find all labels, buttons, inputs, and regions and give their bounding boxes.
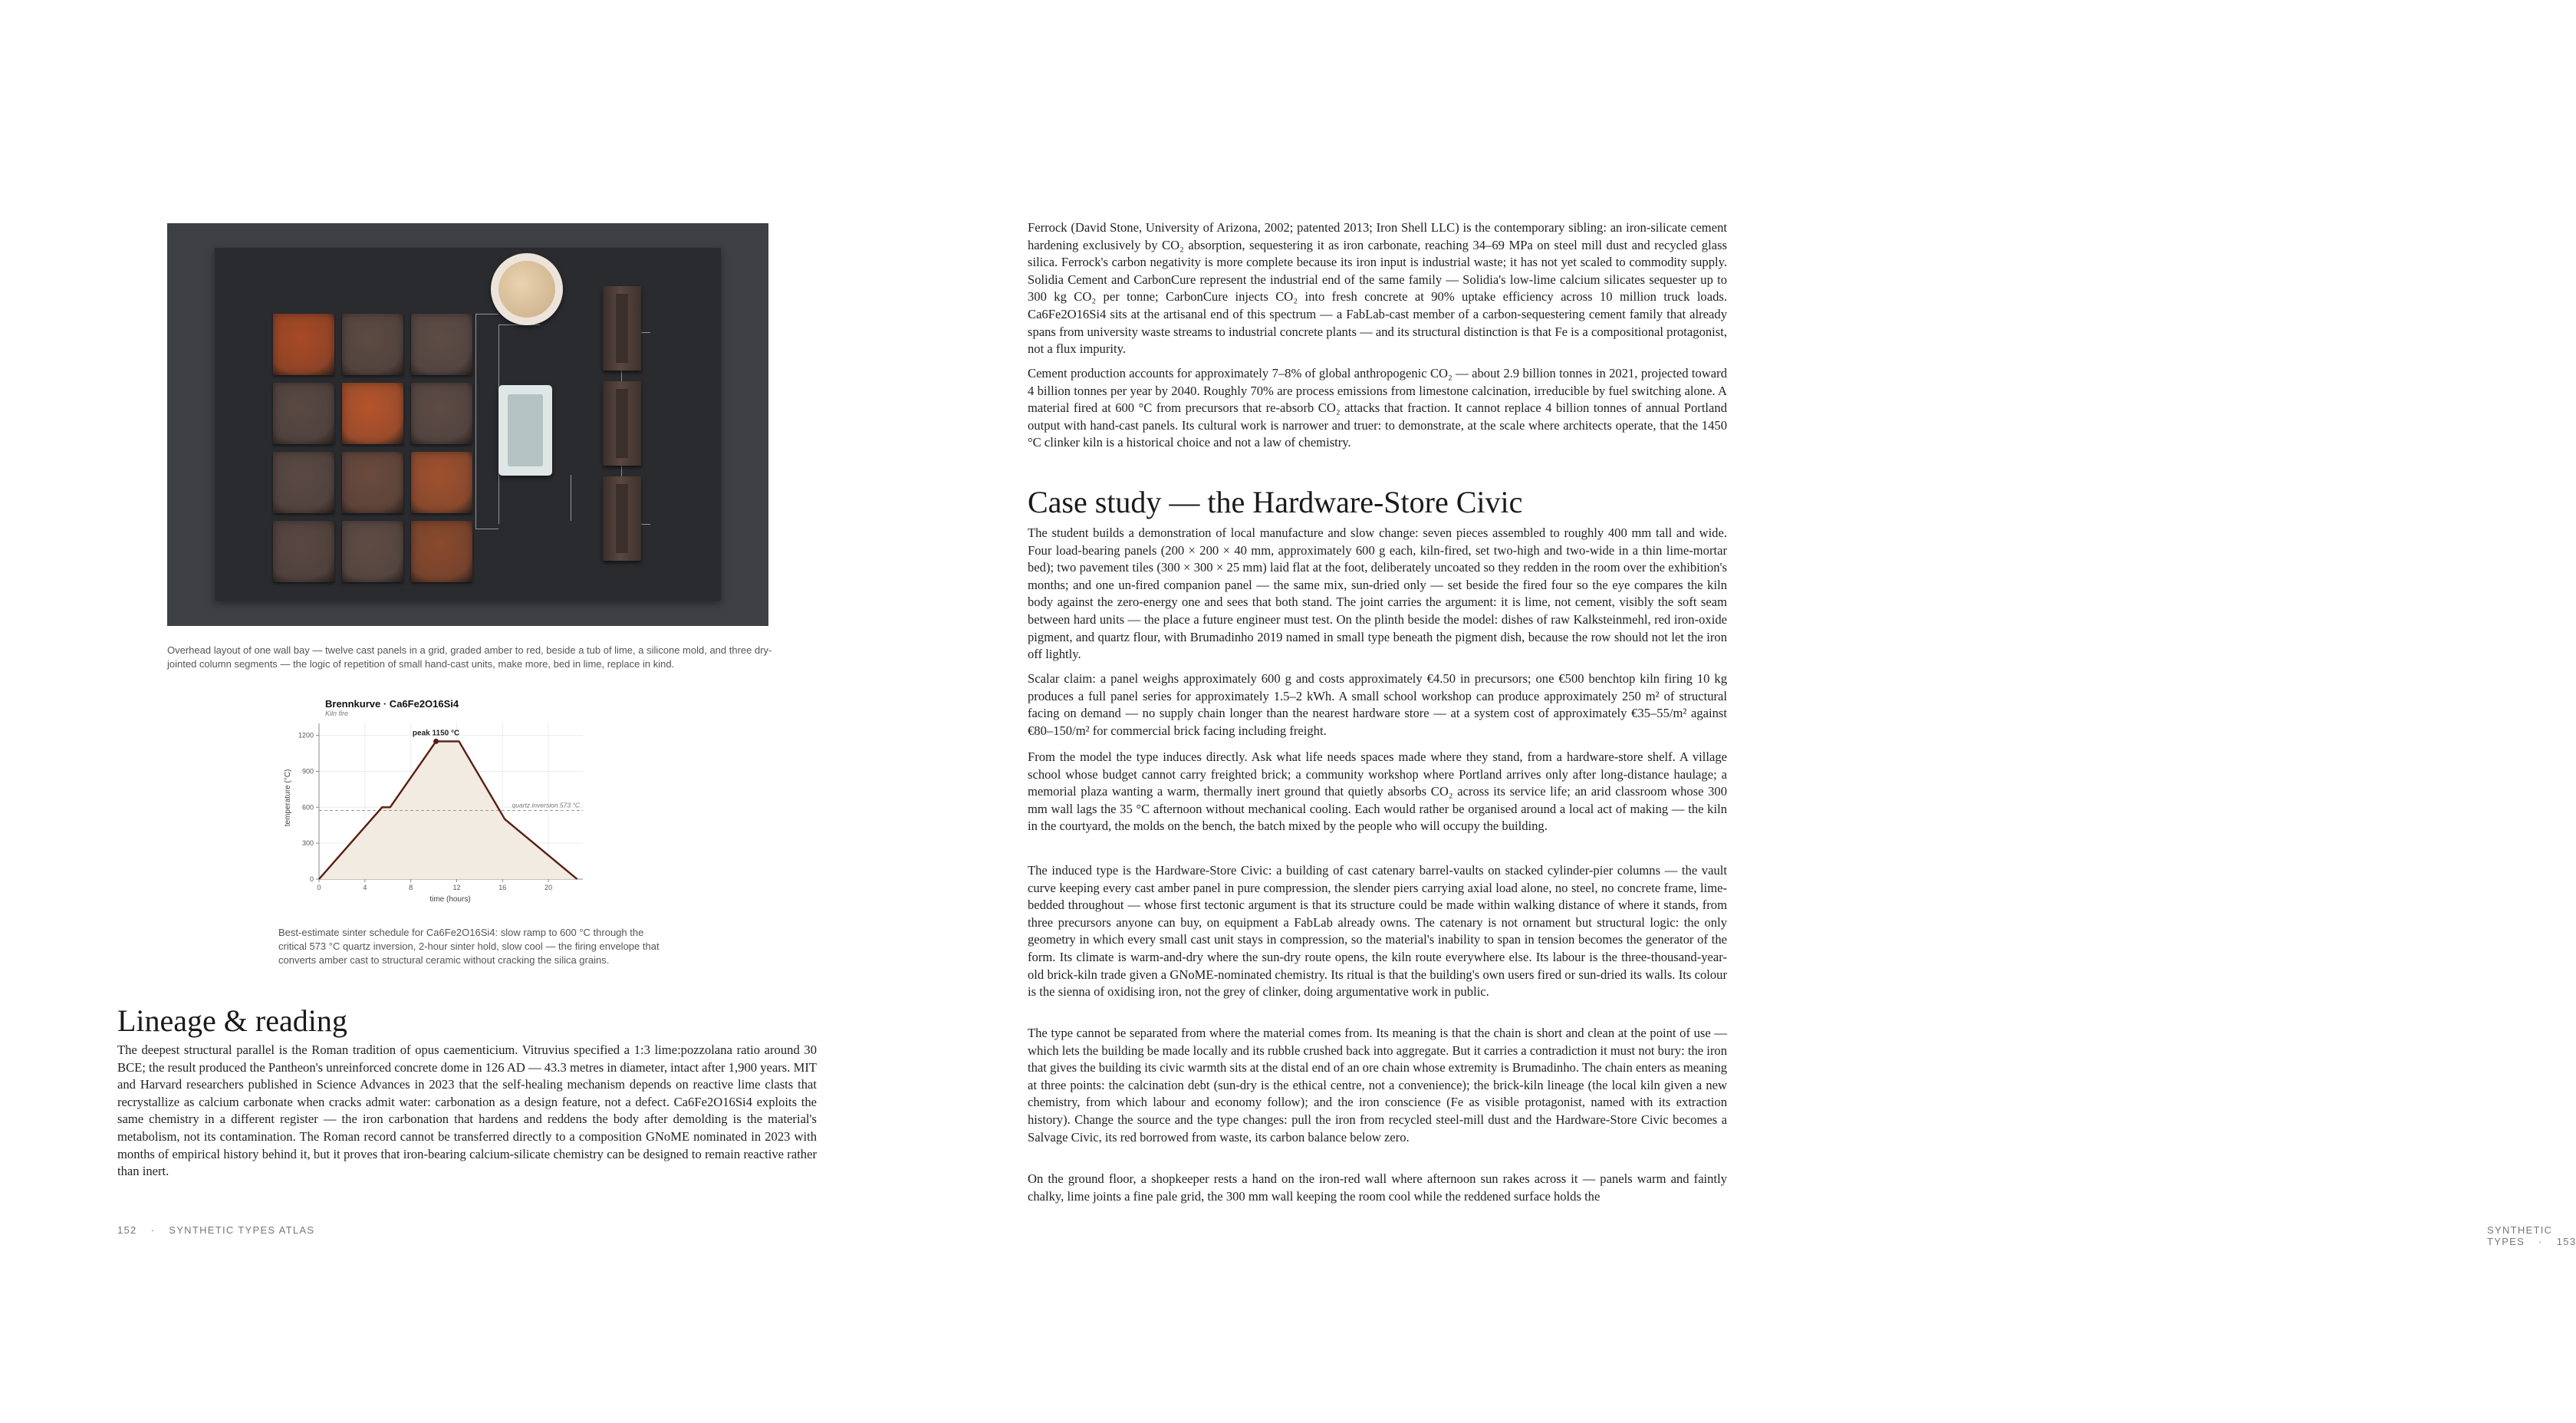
photo-caption: Overhead layout of one wall bay — twelve cast panels in a grid, graded amber to red, beside a tub of lime, a silicone mold, and three dry-jointed column segments — the logic of repetition of small hand-cast units, make more, bed in lime, replace in kind. xyxy=(167,644,772,670)
chart-title: Brennkurve · Ca6Fe2O16Si4 xyxy=(325,698,459,710)
lime-tub xyxy=(491,253,563,325)
chart-ylabel: temperature (°C) xyxy=(284,769,292,827)
chart-xlabel: time (hours) xyxy=(429,895,471,904)
cast-panel xyxy=(411,314,472,375)
quartz-inversion-label: quartz inversion 573 °C xyxy=(512,801,580,809)
cast-panel xyxy=(342,314,403,375)
y-tick-label: 1200 xyxy=(298,731,314,739)
sinter-chart xyxy=(276,693,660,907)
peak-marker xyxy=(433,739,439,744)
column-segment xyxy=(603,476,641,561)
x-tick-label: 4 xyxy=(363,884,367,891)
left-page xyxy=(0,0,920,1423)
lineage-paragraph: The deepest structural parallel is the Roman tradition of opus caementicium. Vitruvius specified a 1:3 lime:pozzolana ratio around 30 BCE; the result produced the Pantheon's unreinforced concrete dome in 126 AD — 43.3 metres in diameter, intact after 1,900 years. MIT and Harvard researchers published in Science Advances in 2023 that the self-healing mechanism depends on reactive lime clasts that recrystallize as calcium carbonate when cracks admit water: carbonation as a design feature, not a defect. Ca6Fe2O16Si4 exploits the same chemistry in a different register — the iron carbonation that hardens and reddens the body after demolding is the material's metabolism, not its contamination. The Roman record cannot be transferred directly to a composition GNoME nominated in 2023 with months of empirical history behind it, but it proves that iron-bearing calcium-silicate chemistry can be designed to remain reactive rather than inert. xyxy=(117,1043,817,1179)
x-tick-label: 0 xyxy=(317,884,321,891)
model-paragraph: The student builds a demonstration of local manufacture and slow change: seven pieces assembled to roughly 400 mm tall and wide. Four load-bearing panels (200 × 200 × 40 mm, approximately 600 g each, kiln-fired, set two-high and two-wide in a thin lime-mortar bed); two pavement tiles (300 × 300 × 25 mm) laid flat at the foot, deliberately uncoated so they redden in the room over the exhibition's months; and one un-fired companion panel — the same mix, sun-dried only — set beside the fired four so the eye compares the kiln body against the zero-energy one and sees that both stand. The joint carries the argument: it is lime, not cement, visibly the soft seam between hard units — the place a future engineer must test. On the plinth beside the model: dishes of raw Kalksteinmehl, red iron-oxide pigment, and quartz flour, with Brumadinho 2019 named in small type beneath the pigment dish, because the row should not let the iron off lightly. xyxy=(1028,525,1727,662)
chart-subtitle: Kiln fire xyxy=(325,710,349,717)
cast-panel xyxy=(342,383,403,444)
x-tick-label: 8 xyxy=(409,884,413,891)
column-segment xyxy=(603,286,641,371)
peak-label: peak 1150 °C xyxy=(412,729,460,738)
x-tick-label: 20 xyxy=(544,884,553,891)
cast-panel xyxy=(273,452,334,513)
wall-bay-photo xyxy=(167,223,768,626)
y-tick-label: 0 xyxy=(309,875,314,883)
page-number: 152 xyxy=(117,1224,137,1236)
silicone-mold xyxy=(498,385,552,476)
running-title: SYNTHETIC TYPES ATLAS xyxy=(169,1224,315,1236)
cast-panel xyxy=(273,383,334,444)
lineage-heading: Lineage & reading xyxy=(117,1003,347,1038)
cast-panel xyxy=(342,452,403,513)
induced-type-paragraph: The induced type is the Hardware-Store Civic: a building of cast catenary barrel-vaults on stacked cylinder-pier columns — the vault curve keeping every cast amber panel in pure compression, the slender piers carrying axial load alone, no steel, no concrete frame, lime-bedded throughout — whose first tectonic argument is that its structure could be made within walking distance of where it stands, from three precursors anyone can buy, on equipment a FabLab already owns. The catenary is not ornament but structural logic: the only geometry in which every small cast unit stays in compression, so the material's inability to span in tension becomes the generator of the form. Its climate is warm-and-dry where the sun-dry route opens, the kiln route everywhere else. Its labour is the three-thousand-year-old brick-kiln trade given a GNoME-nominated chemistry. Its ritual is that the building's own users fired or sun-dried its walls. Its colour is the sienna of oxidising iron, not the grey of clinker, doing argumentative work in public. xyxy=(1028,863,1727,1000)
cast-panel xyxy=(273,521,334,582)
ferrock-paragraph: Ferrock (David Stone, University of Arizona, 2002; patented 2013; Iron Shell LLC) is the contemporary sibling: an iron-silicate cement hardening exclusively by CO₂ absorption, sequestering it as iron carbonate, reaching 34–69 MPa on steel mill dust and recycled glass silica. Ferrock's carbon negativity is more complete because its iron input is industrial waste; it has not yet scaled to commodity supply. Solidia Cement and CarbonCure represent the industrial end of the same family — Solidia's low-lime calcium silicates sequester up to 300 kg CO₂ per tonne; CarbonCure injects CO₂ into fresh concrete at 90% uptake efficiency across 10 million truck loads. Ca6Fe2O16Si4 sits at the artisanal end of this spectrum — a FabLab-cast member of a carbon-sequestering cement family that already spans from university waste streams to industrial concrete plants — and its structural distinction is that Fe is a compositional protagonist, not a flux impurity. xyxy=(1028,220,1727,357)
leader-line xyxy=(475,314,476,529)
y-tick-label: 900 xyxy=(301,767,314,776)
cast-panel xyxy=(411,521,472,582)
running-title: SYNTHETIC TYPES xyxy=(2487,1224,2553,1247)
x-tick-label: 16 xyxy=(498,884,507,891)
chart-caption: Best-estimate sinter schedule for Ca6Fe2O16Si4: slow ramp to 600 °C through the critical 573 °C quartz inversion, 2-hour sinter hold, slow cool — the firing envelope that converts amber cast to structural ceramic without cracking the silica grains. xyxy=(278,927,660,966)
page-number: 153 xyxy=(2556,1236,2576,1247)
sinter-chart-svg xyxy=(276,693,660,907)
y-tick-label: 600 xyxy=(301,803,314,812)
right-page xyxy=(920,0,2576,1423)
ground-floor-paragraph: On the ground floor, a shopkeeper rests a hand on the iron-red wall where afternoon sun rakes across it — panels warm and faintly chalky, lime joints a fine pale grid, the 300 mm wall keeping the room cool while the reddened surface holds the xyxy=(1028,1171,1727,1204)
cast-panel xyxy=(411,452,472,513)
case-study-heading: Case study — the Hardware-Store Civic xyxy=(1028,485,1523,519)
x-tick-label: 12 xyxy=(452,884,461,891)
chart-plot-area xyxy=(298,723,583,891)
cast-panel xyxy=(411,383,472,444)
induction-paragraph: From the model the type induces directly. Ask what life needs spaces made where they stand, from a hardware-store shelf. A village school whose budget cannot carry freighted brick; a community workshop where Portland arrives only after long-distance haulage; a memorial plaza wanting a warm, thermally inert ground that quietly absorbs CO₂ across its service life; an arid classroom whose 300 mm wall lags the 35 °C afternoon without mechanical cooling. Each would rather be organised around a local act of making — the kiln in the courtyard, the molds on the bench, the batch mixed by the people who will occupy the building. xyxy=(1028,749,1727,834)
folio-right: SYNTHETIC TYPES · 153 xyxy=(2487,1224,2576,1247)
scalar-paragraph: Scalar claim: a panel weighs approximately 600 g and costs approximately €4.50 in precursors; one €500 benchtop kiln firing 10 kg produces a full panel series for approximately 1.5–2 kWh. A small school workshop can produce approximately 250 m² of structural facing on demand — no supply chain longer than the nearest hardware store — at a system cost of approximately €35–55/m² against €80–150/m² for commercial brick facing including freight. xyxy=(1028,671,1727,738)
cast-panel xyxy=(273,314,334,375)
cast-panel xyxy=(342,521,403,582)
material-source-paragraph: The type cannot be separated from where the material comes from. Its meaning is that the chain is short and clean at the point of use — which lets the building be made locally and its rubble crushed back into aggregate. But it carries a contradiction it must not bury: the iron that gives the building its civic warmth sits at the distal end of an ore chain whose extremity is Brumadinho. The chain enters as meaning at three points: the calcination debt (sun-dry is the ethical centre, not a convenience); the brick-kiln lineage (the local kiln given a new chemistry, from which labour and economy follow); and the iron conscience (Fe as visible protagonist, named with its extraction history). Change the source and the type changes: pull the iron from recycled steel-mill dust and the Hardware-Store Civic becomes a Salvage Civic, its red borrowed from waste, its carbon balance below zero. xyxy=(1028,1026,1727,1145)
y-tick-label: 300 xyxy=(301,839,314,848)
photo-board xyxy=(215,248,721,601)
folio-left: 152 · SYNTHETIC TYPES ATLAS xyxy=(117,1224,315,1236)
column-segment xyxy=(603,381,641,466)
leader-line xyxy=(475,314,498,315)
cement-paragraph: Cement production accounts for approximately 7–8% of global anthropogenic CO₂ — about 2.9 billion tonnes in 2021, projected toward 4 billion tonnes per year by 2040. Roughly 70% are process emissions from limestone calcination, irreducible by fuel switching alone. A material fired at 600 °C from precursors that re-absorb CO₂ attacks that fraction. It cannot replace 4 billion tonnes of annual Portland output with hand-cast panels. Its cultural work is narrower and truer: to demonstrate, at the scale where architects operate, that the 1450 °C clinker kiln is a historical choice and not a law of chemistry. xyxy=(1028,366,1727,450)
